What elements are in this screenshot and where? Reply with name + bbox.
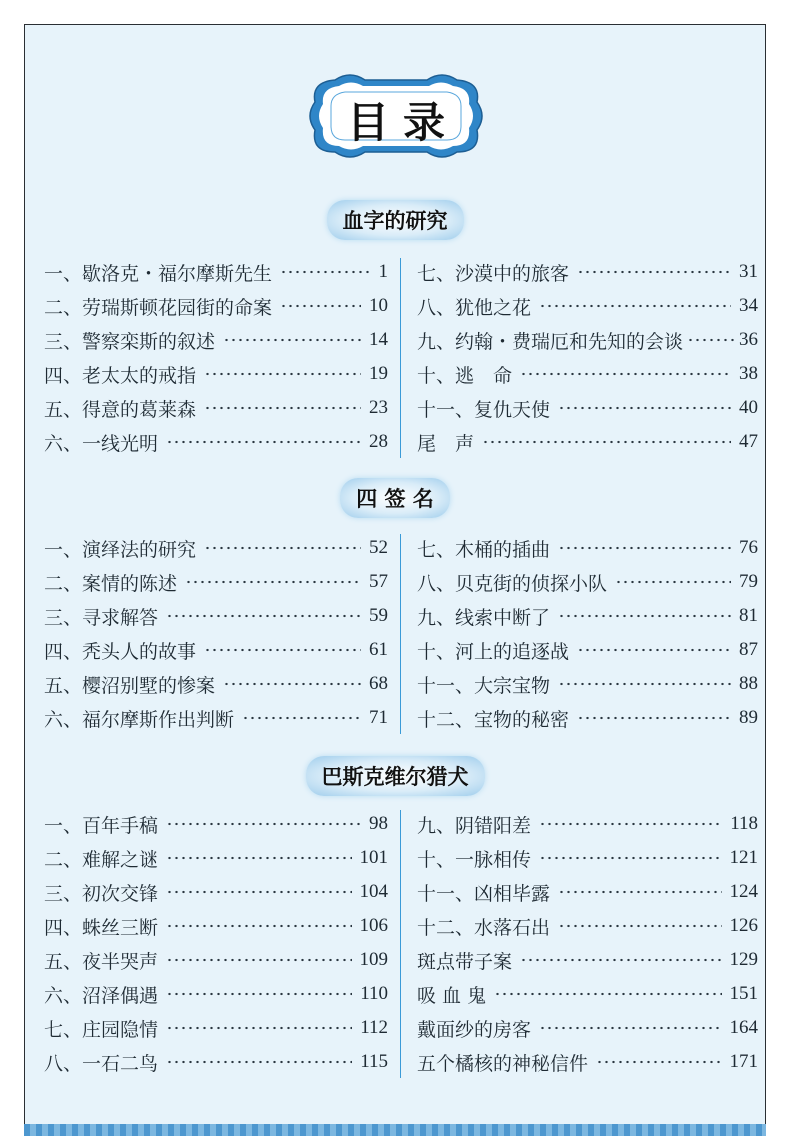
entry-page: 112 <box>360 1017 388 1038</box>
toc-entry[interactable] <box>417 326 758 354</box>
toc-entry[interactable] <box>417 394 758 422</box>
entry-title: 三、警察栾斯的叙述 <box>44 330 216 353</box>
entry-title: 十二、宝物的秘密 <box>417 708 570 731</box>
entry-title: 七、木桶的插曲 <box>417 538 551 561</box>
toc-entry[interactable] <box>44 428 388 456</box>
toc-entry[interactable] <box>417 636 758 664</box>
entry-page: 87 <box>739 639 758 660</box>
dot-leader <box>166 1060 352 1064</box>
entry-title: 一、百年手稿 <box>44 814 159 837</box>
toc-entry[interactable] <box>44 602 388 630</box>
dot-leader <box>596 1060 721 1064</box>
entry-page: 109 <box>359 949 388 970</box>
entry-title: 四、老太太的戒指 <box>44 364 197 387</box>
dot-leader <box>558 406 731 410</box>
toc-entry[interactable] <box>417 980 758 1008</box>
entry-title: 二、案情的陈述 <box>44 572 178 595</box>
entry-page: 10 <box>369 295 388 316</box>
dot-leader <box>539 822 722 826</box>
dot-leader <box>615 580 731 584</box>
entry-title: 十、逃 命 <box>417 364 513 387</box>
entry-page: 104 <box>359 881 388 902</box>
toc-entry[interactable] <box>44 568 388 596</box>
section-header-2 <box>0 478 790 518</box>
dot-leader <box>204 648 361 652</box>
dot-leader <box>577 648 731 652</box>
toc-entry[interactable] <box>44 394 388 422</box>
dot-leader <box>166 614 361 618</box>
dot-leader <box>223 682 361 686</box>
entry-title: 八、贝克街的侦探小队 <box>417 572 608 595</box>
entry-title: 一、演绎法的研究 <box>44 538 197 561</box>
dot-leader <box>166 992 352 996</box>
entry-title: 六、沼泽偶遇 <box>44 984 159 1007</box>
dot-leader <box>520 372 731 376</box>
entry-page: 59 <box>369 605 388 626</box>
entry-page: 31 <box>739 261 758 282</box>
entry-title: 五个橘核的神秘信件 <box>417 1052 589 1075</box>
dot-leader <box>558 614 731 618</box>
entry-title: 十一、凶相毕露 <box>417 882 551 905</box>
entry-page: 28 <box>369 431 388 452</box>
entry-page: 71 <box>369 707 388 728</box>
entry-page: 47 <box>739 431 758 452</box>
toc-entry[interactable] <box>417 428 758 456</box>
entry-title: 十、一脉相传 <box>417 848 532 871</box>
entry-page: 89 <box>739 707 758 728</box>
toc-entry[interactable] <box>44 844 388 872</box>
entry-title: 五、樱沼别墅的惨案 <box>44 674 216 697</box>
toc-entry[interactable] <box>417 946 758 974</box>
entry-page: 101 <box>359 847 388 868</box>
entry-page: 79 <box>739 571 758 592</box>
entry-page: 151 <box>729 983 758 1004</box>
entry-title: 六、福尔摩斯作出判断 <box>44 708 235 731</box>
dot-leader <box>494 992 721 996</box>
dot-leader <box>204 406 361 410</box>
entry-page: 36 <box>739 329 758 350</box>
toc-entry[interactable] <box>44 360 388 388</box>
entry-title: 十一、大宗宝物 <box>417 674 551 697</box>
dot-leader <box>280 270 370 274</box>
entry-page: 110 <box>360 983 388 1004</box>
entry-title: 二、劳瑞斯顿花园街的命案 <box>44 296 273 319</box>
dot-leader <box>166 924 351 928</box>
toc-entry[interactable] <box>44 292 388 320</box>
entry-page: 57 <box>369 571 388 592</box>
dot-leader <box>242 716 361 720</box>
dot-leader <box>482 440 731 444</box>
entry-page: 68 <box>369 673 388 694</box>
entry-title: 五、得意的葛莱森 <box>44 398 197 421</box>
entry-page: 98 <box>369 813 388 834</box>
entry-page: 88 <box>739 673 758 694</box>
entry-page: 19 <box>369 363 388 384</box>
toc-entry[interactable] <box>44 878 388 906</box>
entry-title: 七、沙漠中的旅客 <box>417 262 570 285</box>
entry-page: 34 <box>739 295 758 316</box>
dot-leader <box>558 890 721 894</box>
toc-entry[interactable] <box>44 980 388 1008</box>
column-divider <box>400 258 401 458</box>
column-divider <box>400 534 401 734</box>
entry-title: 四、蛛丝三断 <box>44 916 159 939</box>
dot-leader <box>280 304 361 308</box>
section-title: 四 签 名 <box>340 478 450 518</box>
dot-leader <box>166 890 351 894</box>
toc-entry[interactable] <box>44 946 388 974</box>
bottom-decorative-strip <box>24 1124 766 1136</box>
entry-page: 126 <box>729 915 758 936</box>
toc-entry[interactable] <box>44 670 388 698</box>
toc-entry[interactable] <box>417 292 758 320</box>
dot-leader <box>204 372 361 376</box>
column-divider <box>400 810 401 1078</box>
toc-entry[interactable] <box>417 258 758 286</box>
dot-leader <box>558 546 731 550</box>
entry-title: 尾 声 <box>417 432 475 455</box>
entry-page: 1 <box>378 261 388 282</box>
toc-entry[interactable] <box>44 534 388 562</box>
toc-entry[interactable] <box>44 912 388 940</box>
dot-leader <box>166 958 351 962</box>
section-title: 血字的研究 <box>327 200 464 240</box>
dot-leader <box>539 304 731 308</box>
entry-title: 八、犹他之花 <box>417 296 532 319</box>
toc-entry[interactable] <box>44 810 388 838</box>
toc-entry[interactable] <box>417 704 758 732</box>
section-header-1 <box>0 200 790 240</box>
entry-page: 115 <box>360 1051 388 1072</box>
entry-page: 118 <box>730 813 758 834</box>
entry-title: 九、线索中断了 <box>417 606 551 629</box>
entry-page: 129 <box>729 949 758 970</box>
entry-page: 171 <box>729 1051 758 1072</box>
dot-leader <box>166 822 361 826</box>
entry-page: 52 <box>369 537 388 558</box>
dot-leader <box>577 270 731 274</box>
dot-leader <box>558 682 731 686</box>
entry-title: 吸 血 鬼 <box>417 984 487 1007</box>
entry-page: 38 <box>739 363 758 384</box>
dot-leader <box>204 546 361 550</box>
entry-title: 三、初次交锋 <box>44 882 159 905</box>
toc-entry[interactable] <box>417 670 758 698</box>
toc-entry[interactable] <box>44 1048 388 1076</box>
entry-title: 十、河上的追逐战 <box>417 640 570 663</box>
dot-leader <box>185 580 361 584</box>
toc-entry[interactable] <box>417 878 758 906</box>
entry-title: 戴面纱的房客 <box>417 1018 532 1041</box>
entry-page: 164 <box>729 1017 758 1038</box>
entry-page: 121 <box>729 847 758 868</box>
dot-leader <box>166 440 361 444</box>
dot-leader <box>558 924 721 928</box>
entry-title: 斑点带子案 <box>417 950 513 973</box>
entry-title: 九、阴错阳差 <box>417 814 532 837</box>
dot-leader <box>166 1026 352 1030</box>
dot-leader <box>166 856 351 860</box>
toc-entry[interactable] <box>417 1048 758 1076</box>
entry-title: 一、歇洛克・福尔摩斯先生 <box>44 262 273 285</box>
section-header-3 <box>0 756 790 796</box>
dot-leader <box>223 338 361 342</box>
entry-page: 40 <box>739 397 758 418</box>
entry-page: 106 <box>359 915 388 936</box>
entry-title: 五、夜半哭声 <box>44 950 159 973</box>
toc-entry[interactable] <box>417 912 758 940</box>
section-title: 巴斯克维尔猎犬 <box>306 756 485 796</box>
entry-page: 124 <box>729 881 758 902</box>
toc-entry[interactable] <box>417 844 758 872</box>
entry-title: 三、寻求解答 <box>44 606 159 629</box>
entry-title: 七、庄园隐情 <box>44 1018 159 1041</box>
toc-entry[interactable] <box>417 810 758 838</box>
toc-entry[interactable] <box>44 704 388 732</box>
entry-page: 76 <box>739 537 758 558</box>
dot-leader <box>539 856 721 860</box>
entry-title: 四、秃头人的故事 <box>44 640 197 663</box>
entry-title: 十二、水落石出 <box>417 916 551 939</box>
dot-leader <box>539 1026 721 1030</box>
toc-entry[interactable] <box>417 602 758 630</box>
toc-entry[interactable] <box>44 258 388 286</box>
entry-page: 23 <box>369 397 388 418</box>
toc-entry[interactable] <box>417 568 758 596</box>
toc-entry[interactable] <box>417 1014 758 1042</box>
toc-entry[interactable] <box>44 326 388 354</box>
dot-leader <box>687 338 735 342</box>
title-plaque <box>305 70 487 162</box>
entry-page: 14 <box>369 329 388 350</box>
entry-title: 十一、复仇天使 <box>417 398 551 421</box>
entry-title: 二、难解之谜 <box>44 848 159 871</box>
entry-page: 81 <box>739 605 758 626</box>
entry-page: 61 <box>369 639 388 660</box>
page-title: 目录 <box>346 98 459 147</box>
toc-entry[interactable] <box>417 534 758 562</box>
entry-title: 六、一线光明 <box>44 432 159 455</box>
dot-leader <box>577 716 731 720</box>
dot-leader <box>520 958 721 962</box>
entry-title: 九、约翰・费瑞厄和先知的会谈 <box>417 330 684 353</box>
toc-entry[interactable] <box>417 360 758 388</box>
toc-entry[interactable] <box>44 1014 388 1042</box>
entry-title: 八、一石二鸟 <box>44 1052 159 1075</box>
toc-entry[interactable] <box>44 636 388 664</box>
